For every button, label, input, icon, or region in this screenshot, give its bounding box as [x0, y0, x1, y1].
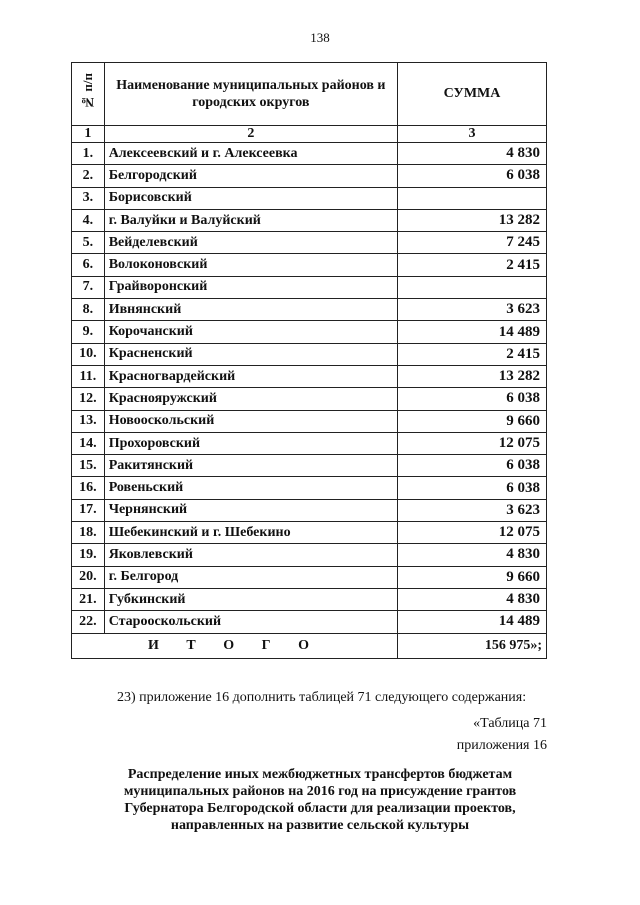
row-num: 21. [72, 588, 105, 610]
table-row [72, 299, 547, 321]
row-name: Яковлевский [104, 544, 397, 566]
row-name: Старооскольский [104, 611, 397, 633]
row-sum: 9 660 [398, 566, 547, 588]
row-num: 2. [72, 165, 105, 187]
table-row [72, 588, 547, 610]
header-sum: СУММА [398, 63, 547, 126]
row-sum: 9 660 [398, 410, 547, 432]
row-sum: 13 282 [398, 365, 547, 387]
table-row [72, 187, 547, 209]
table-row [72, 365, 547, 387]
row-name: Ровеньский [104, 477, 397, 499]
row-num: 9. [72, 321, 105, 343]
row-num: 18. [72, 522, 105, 544]
row-sum: 3 623 [398, 499, 547, 521]
row-name: Краснояружский [104, 388, 397, 410]
table-row [72, 522, 547, 544]
row-sum: 6 038 [398, 388, 547, 410]
row-sum: 12 075 [398, 522, 547, 544]
row-num: 11. [72, 365, 105, 387]
row-name: Белгородский [104, 165, 397, 187]
table-ref-line1: «Таблица 71 [473, 716, 547, 731]
row-name: Алексеевский и г. Алексеевка [104, 143, 397, 165]
table-row [72, 432, 547, 454]
row-sum [398, 276, 547, 298]
row-sum: 2 415 [398, 343, 547, 365]
section-heading: Распределение иных межбюджетных трансфертов бюджетам муниципальных районов на 2016 год на присуждение грантов Губернатора Белгородской области для реализации проектов, направленных на развитие сельской культуры [123, 767, 517, 833]
row-num: 5. [72, 232, 105, 254]
row-num: 20. [72, 566, 105, 588]
column-index: 2 [104, 126, 397, 143]
row-name: Шебекинский и г. Шебекино [104, 522, 397, 544]
amendment-text: 23) приложение 16 дополнить таблицей 71 следующего содержания: [117, 690, 527, 705]
table-row [72, 410, 547, 432]
row-name: Борисовский [104, 187, 397, 209]
row-name: Красненский [104, 343, 397, 365]
row-num: 8. [72, 299, 105, 321]
table-row [72, 232, 547, 254]
row-num: 16. [72, 477, 105, 499]
row-sum: 14 489 [398, 611, 547, 633]
table-row [72, 544, 547, 566]
row-num: 19. [72, 544, 105, 566]
row-sum [398, 187, 547, 209]
row-sum: 14 489 [398, 321, 547, 343]
row-num: 17. [72, 499, 105, 521]
row-name: Чернянский [104, 499, 397, 521]
header-num: № п/п [72, 63, 105, 126]
total-label: И Т О Г О [72, 633, 398, 658]
table-row [72, 388, 547, 410]
row-num: 3. [72, 187, 105, 209]
table-ref-line2: приложения 16 [456, 738, 547, 753]
header-name: Наименование муниципальных районов и городских округов [104, 63, 397, 126]
table-row [72, 455, 547, 477]
table-row [72, 566, 547, 588]
row-num: 13. [72, 410, 105, 432]
row-sum: 6 038 [398, 165, 547, 187]
table-row [72, 611, 547, 633]
row-name: Корочанский [104, 321, 397, 343]
row-name: Ракитянский [104, 455, 397, 477]
row-num: 7. [72, 276, 105, 298]
row-sum: 4 830 [398, 544, 547, 566]
row-sum: 3 623 [398, 299, 547, 321]
total-row [72, 633, 547, 658]
row-name: Ивнянский [104, 299, 397, 321]
row-num: 12. [72, 388, 105, 410]
row-sum: 7 245 [398, 232, 547, 254]
row-num: 6. [72, 254, 105, 276]
table-row [72, 143, 547, 165]
table-row [72, 343, 547, 365]
row-name: Волоконовский [104, 254, 397, 276]
table-row [72, 276, 547, 298]
row-num: 1. [72, 143, 105, 165]
column-index: 1 [72, 126, 105, 143]
row-name: Вейделевский [104, 232, 397, 254]
row-sum: 4 830 [398, 143, 547, 165]
table-row [72, 254, 547, 276]
row-num: 14. [72, 432, 105, 454]
row-num: 22. [72, 611, 105, 633]
row-name: Грайворонский [104, 276, 397, 298]
table-row [72, 209, 547, 231]
column-index: 3 [398, 126, 547, 143]
row-name: г. Белгород [104, 566, 397, 588]
total-sum: 156 975»; [398, 633, 547, 658]
row-num: 15. [72, 455, 105, 477]
table-row [72, 499, 547, 521]
table-row [72, 477, 547, 499]
table-row [72, 321, 547, 343]
row-sum: 12 075 [398, 432, 547, 454]
row-name: Новооскольский [104, 410, 397, 432]
row-sum: 13 282 [398, 209, 547, 231]
row-name: Прохоровский [104, 432, 397, 454]
row-sum: 2 415 [398, 254, 547, 276]
row-num: 4. [72, 209, 105, 231]
table-header-row [72, 63, 547, 126]
row-name: г. Валуйки и Валуйский [104, 209, 397, 231]
column-index-row [72, 126, 547, 143]
row-name: Губкинский [104, 588, 397, 610]
page-number: 138 [310, 30, 330, 45]
row-sum: 4 830 [398, 588, 547, 610]
row-sum: 6 038 [398, 455, 547, 477]
row-name: Красногвардейский [104, 365, 397, 387]
row-num: 10. [72, 343, 105, 365]
table-row [72, 165, 547, 187]
row-sum: 6 038 [398, 477, 547, 499]
transfers-table [71, 62, 547, 659]
